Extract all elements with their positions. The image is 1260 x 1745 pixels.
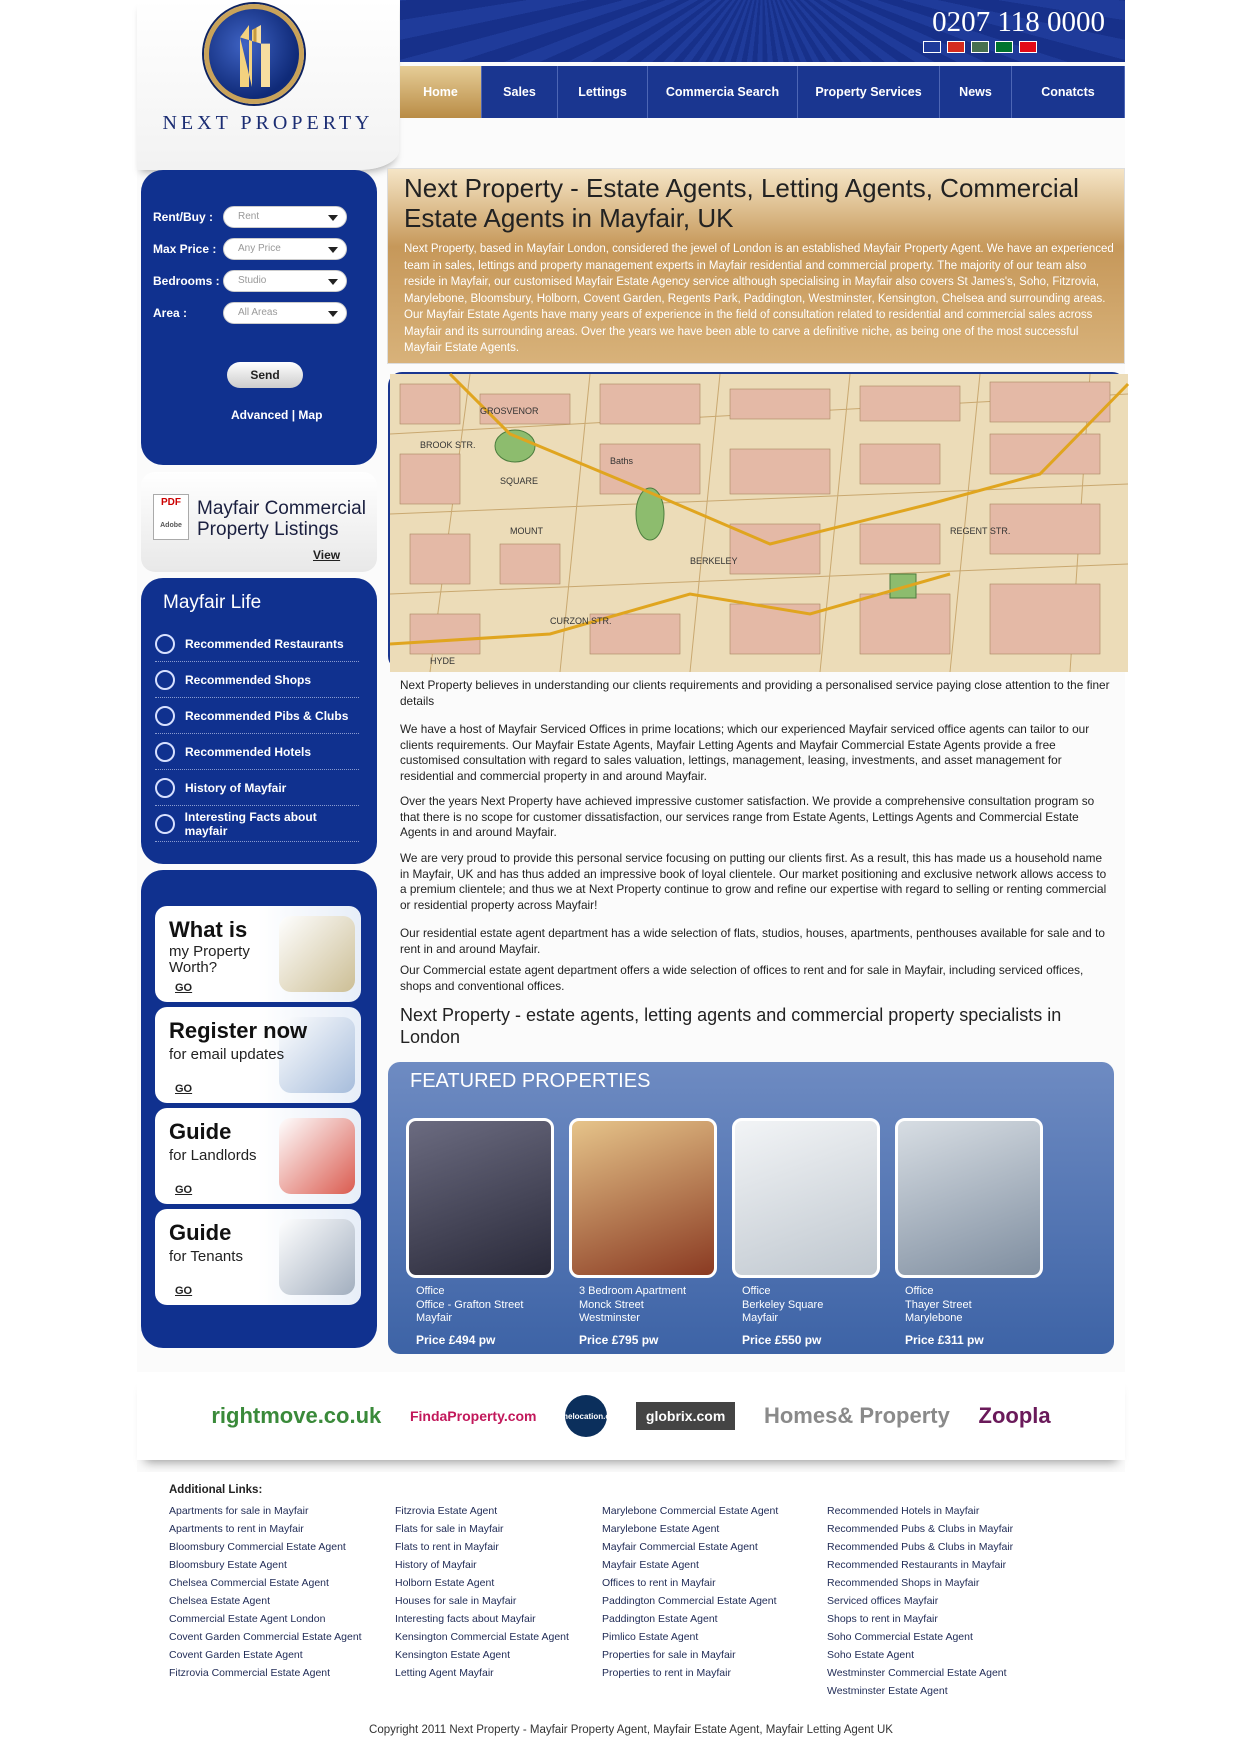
partner-logo-5[interactable]: Zoopla [978, 1403, 1051, 1428]
main-nav [400, 66, 1125, 118]
send-button[interactable]: Send [227, 362, 303, 388]
promo-go-link[interactable]: GO [175, 1184, 193, 1196]
life-item-label: Recommended Pibs & Clubs [185, 708, 349, 723]
map-label: BERKELEY [690, 556, 738, 566]
max-price-select[interactable]: Any Price [223, 238, 347, 260]
promo-subtitle: for Landlords [169, 1147, 257, 1164]
footer-link[interactable]: Marylebone Commercial Estate Agent [602, 1505, 779, 1517]
footer-link[interactable]: Paddington Commercial Estate Agent [602, 1595, 777, 1607]
language-flags [923, 41, 1037, 53]
logo[interactable] [137, 0, 399, 170]
footer-link[interactable]: Recommended Shops in Mayfair [827, 1577, 980, 1589]
footer-link[interactable]: Letting Agent Mayfair [395, 1667, 494, 1679]
footer-link[interactable]: Paddington Estate Agent [602, 1613, 718, 1625]
footer-link[interactable]: Chelsea Estate Agent [169, 1595, 270, 1607]
property-card[interactable] [406, 1118, 554, 1347]
featured-title: FEATURED PROPERTIES [410, 1070, 651, 1092]
search-row-bedrooms [153, 270, 347, 292]
footer-link[interactable]: Fitzrovia Estate Agent [395, 1505, 498, 1517]
footer-link[interactable]: Kensington Commercial Estate Agent [395, 1631, 569, 1643]
property-search-panel [141, 170, 377, 465]
uae-flag-icon[interactable] [995, 41, 1013, 53]
life-item[interactable] [155, 662, 359, 698]
map-label: SQUARE [500, 476, 539, 486]
property-area: Mayfair [416, 1312, 453, 1324]
footer-link[interactable]: Westminster Estate Agent [827, 1685, 948, 1697]
nav-conatcts[interactable]: Conatcts [1012, 66, 1125, 118]
intro-box [387, 168, 1125, 364]
promo-box[interactable] [155, 1007, 361, 1103]
property-type: Office [905, 1285, 934, 1297]
footer-link[interactable]: Offices to rent in Mayfair [602, 1577, 716, 1589]
property-type: Office [742, 1285, 771, 1297]
nav-property-services[interactable]: Property Services [798, 66, 940, 118]
body-paragraph: We have a host of Mayfair Serviced Offices in prime locations; which our experienced Mayfair serviced office agents can tailor to our clients requirements. Our Mayfair Estate Agents, Mayfair Letting Agents and Mayfair Commercial Estate Agents provide a free customised consultation with regard to sales valuation, lettings, management, leasing, investments, and asset management for residential and commercial property in and around Mayfair. [400, 722, 1090, 783]
property-type: 3 Bedroom Apartment [579, 1285, 687, 1297]
nav-news[interactable]: News [940, 66, 1012, 118]
links-column [169, 1502, 362, 1682]
promo-image [279, 1219, 355, 1295]
property-details [406, 1285, 554, 1326]
area-label: Area : [153, 306, 188, 320]
life-item[interactable] [155, 734, 359, 770]
pdf-title-line1: Mayfair Commercial [197, 498, 366, 519]
links-column [395, 1502, 569, 1682]
property-area: Westminster [579, 1312, 640, 1324]
property-details [732, 1285, 880, 1326]
footer-link[interactable]: Recommended Pubs & Clubs in Mayfair [827, 1523, 1014, 1535]
top-bar [400, 0, 1125, 62]
turkey-flag-icon[interactable] [1019, 41, 1037, 53]
property-photo [406, 1118, 554, 1278]
footer-link[interactable]: Mayfair Estate Agent [602, 1559, 699, 1571]
promo-title: What is [169, 917, 248, 942]
promo-box[interactable] [155, 1108, 361, 1204]
footer-link[interactable]: Commercial Estate Agent London [169, 1613, 326, 1625]
partner-logo-2[interactable]: primelocation.com [565, 1395, 607, 1437]
link-separator: | [291, 408, 296, 422]
page-title: Next Property - Estate Agents, Letting Agents, Commercial Estate Agents in Mayfair, UK [404, 173, 1079, 233]
footer-link[interactable]: Houses for sale in Mayfair [395, 1595, 517, 1607]
property-photo [895, 1118, 1043, 1278]
promo-panel [141, 870, 377, 1348]
body-paragraph: Next Property believes in understanding our clients requirements and providing a personalised service paying close attention to the finer details [400, 678, 1110, 708]
property-photo [569, 1118, 717, 1278]
promo-box[interactable] [155, 906, 361, 1002]
footer-link[interactable]: Interesting facts about Mayfair [395, 1613, 536, 1625]
map-svg [390, 374, 1128, 672]
pdf-icon-label: PDF [161, 497, 181, 508]
adobe-label: Adobe [160, 522, 182, 529]
max-price-label: Max Price : [153, 242, 217, 256]
property-details [895, 1285, 1043, 1326]
promo-title: Guide [169, 1220, 232, 1245]
tagline: Next Property - estate agents, letting agents and commercial property specialists in London [400, 1005, 1062, 1047]
promo-subtitle: my Property Worth? [169, 943, 250, 976]
body-paragraph: We are very proud to provide this personal service focusing on putting our clients first. As a result, this has made us a household name in Mayfair, UK and has thus added an impressive book of loyal clientele. Our market positioning and exclusive network allows access to a premium clientele; and thus we at Next Property continue to grow and refine our expertise with regard to selling or renting commercial or residential property across Mayfair! [400, 851, 1107, 912]
property-photo [732, 1118, 880, 1278]
footer-link[interactable]: Covent Garden Commercial Estate Agent [169, 1631, 362, 1643]
footer-link[interactable]: Westminster Commercial Estate Agent [827, 1667, 1007, 1679]
body-paragraph: Over the years Next Property have achieved impressive customer satisfaction. We provide a comprehensive consultation program so that there is no scope for customer dissatisfaction, our services range from Estate Agents, Lettings Agents and Commercial Estate Agents in and around Mayfair. [400, 794, 1095, 839]
promo-go-link[interactable]: GO [175, 1083, 193, 1095]
additional-links [137, 1472, 1125, 1745]
search-row-area [153, 302, 347, 324]
search-row-max-price [153, 238, 347, 260]
life-item-icon [155, 670, 175, 690]
property-area: Marylebone [905, 1312, 963, 1324]
body-paragraph: Our residential estate agent department has a wide selection of flats, studios, houses, apartments, penthouses available for sale and to rent in and around Mayfair. [400, 926, 1105, 956]
logo-text: NEXT PROPERTY [162, 112, 374, 134]
property-details [569, 1285, 717, 1326]
promo-subtitle: for email updates [169, 1046, 285, 1063]
links-column [827, 1502, 1013, 1700]
promo-go-link[interactable]: GO [175, 982, 193, 994]
life-item-icon [155, 814, 175, 834]
map-label: GROSVENOR [480, 406, 539, 416]
life-item-label: Recommended Restaurants [185, 636, 344, 651]
map-label: CURZON STR. [550, 616, 612, 626]
footer-link[interactable]: Recommended Restaurants in Mayfair [827, 1559, 1007, 1571]
advanced-search-link[interactable]: Advanced [231, 408, 289, 422]
footer-link[interactable]: Recommended Hotels in Mayfair [827, 1505, 980, 1517]
links-column [602, 1502, 778, 1682]
map-search-link[interactable]: Map [298, 408, 323, 422]
life-item-label: History of Mayfair [185, 780, 287, 795]
bedrooms-select[interactable]: Studio [223, 270, 347, 292]
footer-link[interactable]: Mayfair Commercial Estate Agent [602, 1541, 758, 1553]
footer-link[interactable]: Shops to rent in Mayfair [827, 1613, 938, 1625]
promo-title: Guide [169, 1119, 232, 1144]
footer-link[interactable]: Holborn Estate Agent [395, 1577, 495, 1589]
hungary-flag-icon[interactable] [971, 41, 989, 53]
property-card[interactable] [732, 1118, 880, 1347]
rent-buy-select[interactable]: Rent [223, 206, 347, 228]
life-item-label: Recommended Hotels [185, 744, 312, 759]
map-label: Baths [610, 456, 634, 466]
featured-properties [388, 1062, 1114, 1354]
nav-lettings[interactable]: Lettings [558, 66, 648, 118]
property-name: Office - Grafton Street [416, 1298, 524, 1311]
property-area: Mayfair [742, 1312, 779, 1324]
footer-link[interactable]: Bloomsbury Estate Agent [169, 1559, 287, 1571]
footer-link[interactable]: Kensington Estate Agent [395, 1649, 511, 1661]
pdf-listings-box[interactable] [141, 472, 377, 572]
search-links [231, 408, 322, 422]
page-wrapper [137, 0, 1125, 1745]
footer-link[interactable]: Marylebone Estate Agent [602, 1523, 720, 1535]
pdf-title-line2: Property Listings [197, 519, 339, 540]
footer-link[interactable]: Flats for sale in Mayfair [395, 1523, 504, 1535]
life-item[interactable] [155, 698, 359, 734]
footer-link[interactable]: Bloomsbury Commercial Estate Agent [169, 1541, 346, 1553]
property-price: Price £550 pw [742, 1332, 822, 1347]
life-item[interactable] [155, 806, 359, 842]
promo-title: Register now [169, 1018, 308, 1043]
building-icon [240, 25, 270, 87]
footer-link[interactable]: Apartments to rent in Mayfair [169, 1523, 304, 1535]
pdf-icon [153, 494, 189, 540]
footer-link[interactable]: Covent Garden Estate Agent [169, 1649, 303, 1661]
phone-number: 0207 118 0000 [932, 6, 1105, 38]
additional-links-title: Additional Links: [169, 1484, 263, 1496]
partner-logos [137, 1372, 1125, 1460]
mayfair-life-title: Mayfair Life [163, 592, 262, 613]
footer-link[interactable]: Properties for sale in Mayfair [602, 1649, 736, 1661]
intro-text: Next Property, based in Mayfair London, considered the jewel of London is an established Mayfair Property Agent. We have an experienced team in sales, lettings and property management experts in Mayfair residential and commercial property. The majority of our team also reside in Mayfair, our customised Mayfair Estate Agency service although specialising in Mayfair also covers St James's, Soho, Fitzrovia, Marylebone, Bloomsbury, Holborn, Covent Garden, Regents Park, Paddington, Westminster, Kensington, Chelsea and surrounding areas. Our Mayfair Estate Agents have many years of experience in the field of consultation related to residential and commercial sales across Mayfair and its surrounding areas. Over the years we have been able to carve a definitive niche, as being one of the most successful Mayfair Estate Agents. [404, 243, 1114, 354]
property-card[interactable] [569, 1118, 717, 1347]
life-item-icon [155, 706, 175, 726]
footer-link[interactable]: Soho Commercial Estate Agent [827, 1631, 973, 1643]
partner-logo-1[interactable]: FindaProperty.com [409, 1408, 537, 1424]
partner-logo-0[interactable]: rightmove.co.uk [211, 1403, 382, 1428]
life-item[interactable] [155, 770, 359, 806]
promo-subtitle: for Tenants [169, 1248, 243, 1265]
promo-box[interactable] [155, 1209, 361, 1305]
mayfair-life-panel [141, 578, 377, 864]
map-label: HYDE [430, 656, 456, 666]
property-card[interactable] [895, 1118, 1043, 1347]
rent-buy-label: Rent/Buy : [153, 210, 213, 224]
nav-sales[interactable]: Sales [482, 66, 558, 118]
mayfair-map [388, 372, 1126, 670]
map-label: BROOK STR. [420, 440, 476, 450]
bedrooms-label: Bedrooms : [153, 274, 220, 288]
footer-link[interactable]: Chelsea Commercial Estate Agent [169, 1577, 329, 1589]
map-label: REGENT STR. [950, 526, 1011, 536]
property-price: Price £311 pw [905, 1332, 984, 1347]
footer-link[interactable]: Fitzrovia Commercial Estate Agent [169, 1667, 331, 1679]
copyright: Copyright 2011 Next Property - Mayfair Property Agent, Mayfair Estate Agent, Mayfair Letting Agent UK [369, 1724, 893, 1736]
area-select[interactable]: All Areas [223, 302, 347, 324]
logo-emblem-icon [204, 4, 304, 104]
view-link[interactable]: View [313, 548, 341, 562]
promo-image [279, 1118, 355, 1194]
property-price: Price £795 pw [579, 1332, 659, 1347]
map-label: MOUNT [510, 526, 543, 536]
property-name: Berkeley Square [742, 1298, 824, 1311]
footer-link[interactable]: Recommended Pubs & Clubs in Mayfair [827, 1541, 1014, 1553]
pdf-title [197, 498, 366, 540]
footer-link[interactable]: Properties to rent in Mayfair [602, 1667, 731, 1679]
property-type: Office [416, 1285, 445, 1297]
property-name: Monck Street [579, 1298, 644, 1311]
promo-image [279, 916, 355, 992]
russia-flag-icon[interactable] [947, 41, 965, 53]
footer-link[interactable]: Pimlico Estate Agent [602, 1631, 699, 1643]
life-item-icon [155, 742, 175, 762]
partner-logo-3[interactable]: globrix.com [636, 1402, 735, 1430]
partner-logo-4[interactable]: Homes& Property [763, 1403, 950, 1428]
search-row-rent-buy [153, 206, 347, 228]
life-item-icon [155, 634, 175, 654]
footer-link[interactable]: Soho Estate Agent [827, 1649, 914, 1661]
footer-link[interactable]: Flats to rent in Mayfair [395, 1541, 499, 1553]
property-price: Price £494 pw [416, 1332, 496, 1347]
life-item-icon [155, 778, 175, 798]
uk-flag-icon[interactable] [923, 41, 941, 53]
promo-go-link[interactable]: GO [175, 1285, 193, 1297]
life-item[interactable] [155, 626, 359, 662]
body-paragraph: Our Commercial estate agent department offers a wide selection of offices to rent and for sale in Mayfair, including serviced offices, shops and conventional offices. [400, 963, 1084, 993]
footer-link[interactable]: History of Mayfair [395, 1559, 477, 1571]
life-item-label: Interesting Facts about mayfair [184, 809, 317, 838]
property-name: Thayer Street [905, 1298, 972, 1311]
life-item-label: Recommended Shops [185, 672, 312, 687]
nav-home[interactable]: Home [400, 66, 482, 118]
footer-link[interactable]: Apartments for sale in Mayfair [169, 1505, 309, 1517]
footer-link[interactable]: Serviced offices Mayfair [827, 1595, 939, 1607]
nav-commercia-search[interactable]: Commercia Search [648, 66, 798, 118]
